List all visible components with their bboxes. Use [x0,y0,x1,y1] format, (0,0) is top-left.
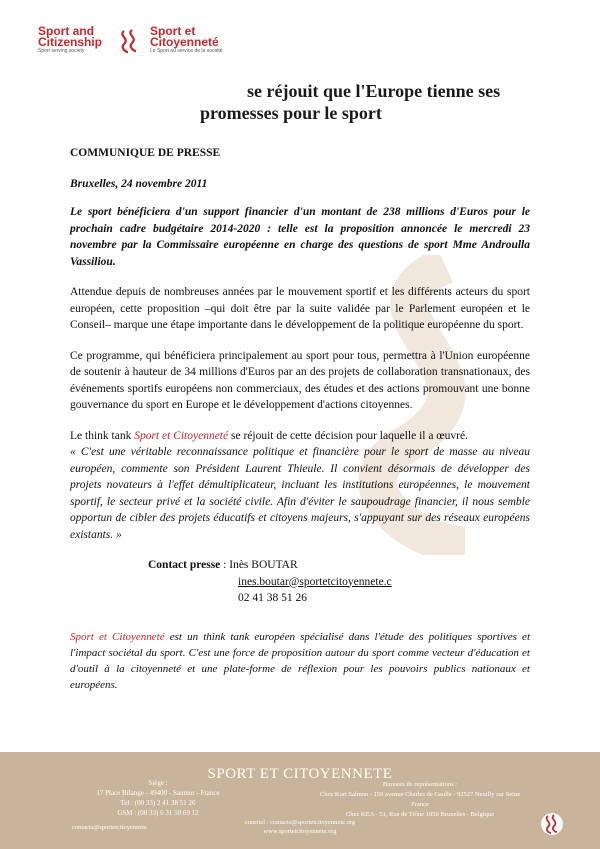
logo-left-line2: Citizenship [38,35,103,49]
about-paragraph [70,629,530,693]
siege-tel: Tel : (00 33) 2 41 38 51 26 [120,799,196,807]
bureaux-paris: Chez Kurt Salmon - 159 avenue Charles de Gaulle - 92527 Neuilly sur Seine France [319,791,521,808]
sport-et-citoyennete-logo [150,26,234,58]
siege-label: Siège : [148,779,168,787]
paragraph-2: Ce programme, qui bénéficiera principalement au sport pour tous, permettra à l'Union européenne de soutenir à hauteur de 34 millions d'Euros par an des projets de collaboration transnationaux, des événements sportifs européens non commerciaux, des études et des actions promouvant une bonne gouvernance du sport en Europe et le développement d'actions citoyennes. [70,349,530,411]
logo-right-line1: Sport et [150,24,196,38]
footer-contacts-email[interactable]: contacts@sportetcitoyennete [72,824,147,831]
president-quote: « C'est une véritable reconnaissance politique et financière pour le sport de masse au niveau européen, commente son Président Laurent Thieule. Il convient désormais de développer des projets novateurs à l'effet démultiplicateur, incluant les institutions européennes, le mouvement sportif, le secteur privé et la société civile. Afin d'éviter le saupoudrage financier, il nous semble opportun de cibler des projets éducatifs et citoyens majeurs, s'appuyant sur des réseaux européens existants. » [70,446,530,541]
paragraph-3-intro: Le think tank [70,429,135,442]
footer-swirl-icon [540,812,564,836]
about-text: est un think tank européen spécialisé dans l'étude des politiques sportives et l'impact sociétal du sport. C'est une force de proposition autour du sport comme vecteur d'éducation et d'outil à la citoyenneté et une plate-forme de réflexion pour les pouvoirs publics nationaux et européens. [70,630,530,691]
bureaux-brussels: Chez KEA - 51, Rue de Trône 1050 Bruxelles - Belgique [345,811,495,818]
contact-separator: : [220,559,230,571]
contact-phone: 02 41 38 51 26 [238,592,307,604]
siege-address: 17 Place Bilange - 49400 - Saumur - France [96,789,220,797]
website-link[interactable]: www.sportetcitoyennete.org [263,828,337,835]
footer-head-office [88,778,228,818]
sport-and-citizenship-logo [38,26,114,58]
contact-email-link[interactable]: ines.boutar@sportetcitoyennete.c [238,575,392,588]
about-brand-name: Sport et Citoyenneté [70,630,165,643]
brand-name: Sport et Citoyenneté [134,429,229,442]
siege-gsm: GSM : (00 33) 6 31 50 69 12 [117,809,199,817]
press-contact [148,557,530,607]
contact-label: Contact presse [148,559,221,571]
footer-offices [315,780,525,820]
dateline: Bruxelles, 24 novembre 2011 [70,177,208,190]
logo-left-line1: Sport and [38,24,94,38]
bureaux-label: Bureaux de représentations : [382,781,458,788]
headline-line2: promesses pour le sport [200,103,382,123]
brand-swirl-icon [118,28,142,54]
headline [140,80,560,124]
lead-paragraph: Le sport bénéficiera d'un support financier d'un montant de 238 millions d'Euros pour le prochain cadre budgétaire 2014-2020 : telle est la proposition annoncée le mercredi 23 novembre par la Commissaire européenne en charge des questions de sport Mme Androulla Vassiliou. [70,206,530,268]
courriel-line[interactable]: courriel : contacts@sportetcitoyennete.org [244,819,356,826]
contact-name: Inès BOUTAR [229,559,298,571]
paragraph-1: Attendue depuis de nombreuses années par le mouvement sportif et les différents acteurs du sport européen, cette proposition –qui doit être par la suite validée par le Parlement européen et le Conseil– marque une étape importante dans le développement de la politique européenne du sport. [70,286,530,331]
press-release-body [70,145,530,707]
paragraph-3-end: se réjouit de cette décision pour laquelle il a œuvré. [228,429,468,442]
document-label: COMMUNIQUE DE PRESSE [70,147,221,159]
logo-left-tagline: Sport serving society [38,48,85,54]
logo-right-tagline: Le Sport au service de la société [150,48,223,54]
footer-email [220,818,380,836]
footer [0,752,600,849]
paragraph-3 [70,428,530,445]
logo-right-line2: Citoyenneté [150,35,219,49]
footer-title: SPORT ET CITOYENNETE [207,766,393,782]
headline-line1: se réjouit que l'Europe tienne ses [247,81,501,101]
